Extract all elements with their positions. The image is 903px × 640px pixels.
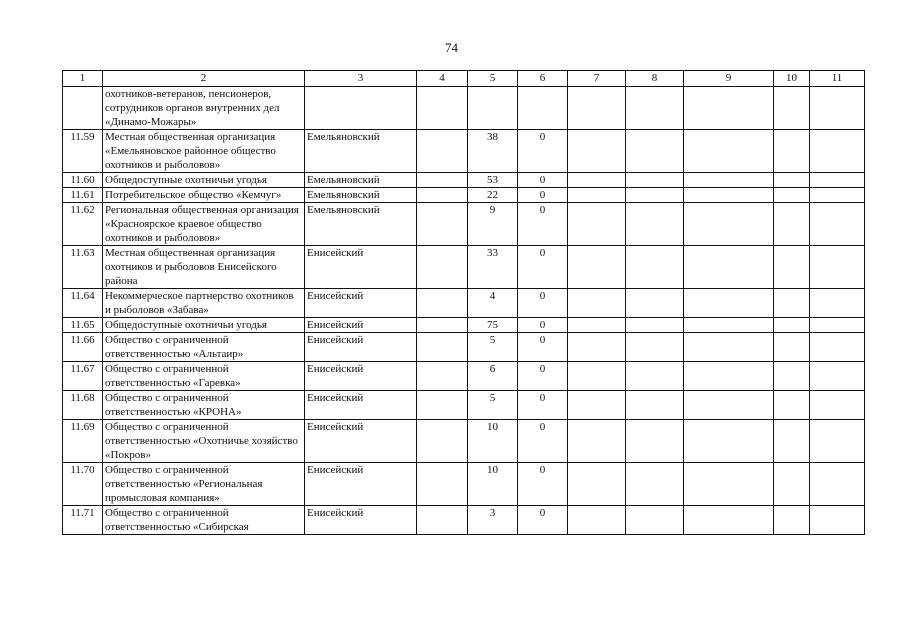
district-cell bbox=[305, 87, 417, 130]
col7-cell bbox=[568, 463, 626, 506]
col7-cell bbox=[568, 362, 626, 391]
col9-cell bbox=[684, 246, 774, 289]
col11-cell bbox=[810, 318, 865, 333]
district-cell: Емельяновский bbox=[305, 130, 417, 173]
col8-cell bbox=[626, 130, 684, 173]
col4-cell bbox=[417, 333, 468, 362]
col11-cell bbox=[810, 203, 865, 246]
column-header: 2 bbox=[103, 71, 305, 87]
table-row bbox=[63, 463, 865, 506]
row-number-cell: 11.62 bbox=[63, 203, 103, 246]
col10-cell bbox=[774, 87, 810, 130]
col9-cell bbox=[684, 289, 774, 318]
col7-cell bbox=[568, 130, 626, 173]
col9-cell bbox=[684, 318, 774, 333]
district-cell: Емельяновский bbox=[305, 188, 417, 203]
table-row bbox=[63, 362, 865, 391]
col8-cell bbox=[626, 362, 684, 391]
col5-cell: 22 bbox=[468, 188, 518, 203]
col5-cell: 9 bbox=[468, 203, 518, 246]
col6-cell bbox=[518, 87, 568, 130]
col5-cell: 3 bbox=[468, 506, 518, 535]
col7-cell bbox=[568, 173, 626, 188]
col8-cell bbox=[626, 463, 684, 506]
col11-cell bbox=[810, 188, 865, 203]
row-number-cell: 11.67 bbox=[63, 362, 103, 391]
col10-cell bbox=[774, 391, 810, 420]
col11-cell bbox=[810, 506, 865, 535]
district-cell: Енисейский bbox=[305, 506, 417, 535]
col5-cell: 53 bbox=[468, 173, 518, 188]
col5-cell: 10 bbox=[468, 420, 518, 463]
col6-cell: 0 bbox=[518, 333, 568, 362]
col10-cell bbox=[774, 333, 810, 362]
col7-cell bbox=[568, 246, 626, 289]
col11-cell bbox=[810, 130, 865, 173]
col11-cell bbox=[810, 289, 865, 318]
organization-cell: Общедоступные охотничьи угодья bbox=[103, 318, 305, 333]
row-number-cell: 11.68 bbox=[63, 391, 103, 420]
col9-cell bbox=[684, 333, 774, 362]
table-row bbox=[63, 420, 865, 463]
column-header: 3 bbox=[305, 71, 417, 87]
col9-cell bbox=[684, 463, 774, 506]
col9-cell bbox=[684, 362, 774, 391]
col6-cell: 0 bbox=[518, 318, 568, 333]
row-number-cell: 11.59 bbox=[63, 130, 103, 173]
organization-cell: Потребительское общество «Кемчуг» bbox=[103, 188, 305, 203]
organization-cell: Местная общественная организация охотников и рыболовов Енисейского района bbox=[103, 246, 305, 289]
col10-cell bbox=[774, 318, 810, 333]
col4-cell bbox=[417, 130, 468, 173]
col4-cell bbox=[417, 420, 468, 463]
table-row bbox=[63, 188, 865, 203]
column-header: 1 bbox=[63, 71, 103, 87]
row-number-cell: 11.61 bbox=[63, 188, 103, 203]
column-header: 6 bbox=[518, 71, 568, 87]
col11-cell bbox=[810, 463, 865, 506]
col11-cell bbox=[810, 246, 865, 289]
column-header: 7 bbox=[568, 71, 626, 87]
table-row bbox=[63, 289, 865, 318]
col8-cell bbox=[626, 87, 684, 130]
col10-cell bbox=[774, 463, 810, 506]
table-body bbox=[63, 87, 865, 535]
col5-cell bbox=[468, 87, 518, 130]
col10-cell bbox=[774, 173, 810, 188]
col7-cell bbox=[568, 391, 626, 420]
column-header: 10 bbox=[774, 71, 810, 87]
organization-cell: Общество с ограниченной ответственностью «Охотничье хозяйство «Покров» bbox=[103, 420, 305, 463]
organization-cell: Общество с ограниченной ответственностью «Гаревка» bbox=[103, 362, 305, 391]
table-row bbox=[63, 246, 865, 289]
col9-cell bbox=[684, 87, 774, 130]
col8-cell bbox=[626, 318, 684, 333]
organization-cell: Некоммерческое партнерство охотников и рыболовов «Забава» bbox=[103, 289, 305, 318]
col6-cell: 0 bbox=[518, 246, 568, 289]
col7-cell bbox=[568, 506, 626, 535]
row-number-cell: 11.65 bbox=[63, 318, 103, 333]
row-number-cell bbox=[63, 87, 103, 130]
col4-cell bbox=[417, 362, 468, 391]
organization-cell: Общество с ограниченной ответственностью «Региональная промысловая компания» bbox=[103, 463, 305, 506]
col9-cell bbox=[684, 420, 774, 463]
col6-cell: 0 bbox=[518, 362, 568, 391]
page-number: 74 bbox=[445, 40, 458, 55]
column-header: 5 bbox=[468, 71, 518, 87]
col10-cell bbox=[774, 506, 810, 535]
col7-cell bbox=[568, 289, 626, 318]
col6-cell: 0 bbox=[518, 289, 568, 318]
row-number-cell: 11.64 bbox=[63, 289, 103, 318]
row-number-cell: 11.70 bbox=[63, 463, 103, 506]
col9-cell bbox=[684, 203, 774, 246]
col10-cell bbox=[774, 130, 810, 173]
col6-cell: 0 bbox=[518, 203, 568, 246]
col4-cell bbox=[417, 506, 468, 535]
organization-cell: Общество с ограниченной ответственностью «Альтаир» bbox=[103, 333, 305, 362]
col11-cell bbox=[810, 391, 865, 420]
col10-cell bbox=[774, 246, 810, 289]
col4-cell bbox=[417, 188, 468, 203]
district-cell: Енисейский bbox=[305, 318, 417, 333]
col4-cell bbox=[417, 318, 468, 333]
col7-cell bbox=[568, 420, 626, 463]
district-cell: Енисейский bbox=[305, 463, 417, 506]
col11-cell bbox=[810, 173, 865, 188]
row-number-cell: 11.69 bbox=[63, 420, 103, 463]
col5-cell: 75 bbox=[468, 318, 518, 333]
col4-cell bbox=[417, 246, 468, 289]
table-row bbox=[63, 87, 865, 130]
col7-cell bbox=[568, 188, 626, 203]
col7-cell bbox=[568, 318, 626, 333]
col7-cell bbox=[568, 87, 626, 130]
col4-cell bbox=[417, 87, 468, 130]
col6-cell: 0 bbox=[518, 506, 568, 535]
col4-cell bbox=[417, 203, 468, 246]
col9-cell bbox=[684, 391, 774, 420]
column-header: 9 bbox=[684, 71, 774, 87]
col8-cell bbox=[626, 246, 684, 289]
col9-cell bbox=[684, 173, 774, 188]
col5-cell: 33 bbox=[468, 246, 518, 289]
col4-cell bbox=[417, 173, 468, 188]
col9-cell bbox=[684, 130, 774, 173]
district-cell: Енисейский bbox=[305, 289, 417, 318]
col8-cell bbox=[626, 333, 684, 362]
column-header: 8 bbox=[626, 71, 684, 87]
column-header: 4 bbox=[417, 71, 468, 87]
col4-cell bbox=[417, 391, 468, 420]
organization-cell: Региональная общественная организация «Красноярское краевое общество охотников и рыболовов» bbox=[103, 203, 305, 246]
col8-cell bbox=[626, 420, 684, 463]
col10-cell bbox=[774, 362, 810, 391]
col6-cell: 0 bbox=[518, 463, 568, 506]
col5-cell: 5 bbox=[468, 333, 518, 362]
organization-cell: охотников-ветеранов, пенсионеров, сотрудников органов внутренних дел «Динамо-Можары» bbox=[103, 87, 305, 130]
col5-cell: 5 bbox=[468, 391, 518, 420]
col4-cell bbox=[417, 463, 468, 506]
district-cell: Енисейский bbox=[305, 391, 417, 420]
col6-cell: 0 bbox=[518, 420, 568, 463]
col5-cell: 4 bbox=[468, 289, 518, 318]
table-row bbox=[63, 318, 865, 333]
district-cell: Енисейский bbox=[305, 420, 417, 463]
col11-cell bbox=[810, 333, 865, 362]
table-row bbox=[63, 391, 865, 420]
organization-cell: Общество с ограниченной ответственностью «КРОНА» bbox=[103, 391, 305, 420]
col4-cell bbox=[417, 289, 468, 318]
col5-cell: 38 bbox=[468, 130, 518, 173]
table-row bbox=[63, 173, 865, 188]
district-cell: Емельяновский bbox=[305, 173, 417, 188]
col9-cell bbox=[684, 506, 774, 535]
col7-cell bbox=[568, 203, 626, 246]
col11-cell bbox=[810, 362, 865, 391]
col9-cell bbox=[684, 188, 774, 203]
col10-cell bbox=[774, 420, 810, 463]
col8-cell bbox=[626, 173, 684, 188]
col11-cell bbox=[810, 87, 865, 130]
col11-cell bbox=[810, 420, 865, 463]
organization-cell: Местная общественная организация «Емельяновское районное общество охотников и рыболовов» bbox=[103, 130, 305, 173]
col5-cell: 10 bbox=[468, 463, 518, 506]
table-row bbox=[63, 130, 865, 173]
table-row bbox=[63, 333, 865, 362]
table-row bbox=[63, 506, 865, 535]
col10-cell bbox=[774, 188, 810, 203]
col8-cell bbox=[626, 506, 684, 535]
district-cell: Емельяновский bbox=[305, 203, 417, 246]
column-header: 11 bbox=[810, 71, 865, 87]
col6-cell: 0 bbox=[518, 188, 568, 203]
col7-cell bbox=[568, 333, 626, 362]
table-row bbox=[63, 203, 865, 246]
district-cell: Енисейский bbox=[305, 333, 417, 362]
hunting-grounds-table bbox=[62, 70, 865, 535]
row-number-cell: 11.66 bbox=[63, 333, 103, 362]
row-number-cell: 11.63 bbox=[63, 246, 103, 289]
col6-cell: 0 bbox=[518, 391, 568, 420]
col10-cell bbox=[774, 289, 810, 318]
col8-cell bbox=[626, 289, 684, 318]
row-number-cell: 11.60 bbox=[63, 173, 103, 188]
header-row bbox=[63, 71, 865, 87]
organization-cell: Общество с ограниченной ответственностью «Сибирская bbox=[103, 506, 305, 535]
col6-cell: 0 bbox=[518, 130, 568, 173]
row-number-cell: 11.71 bbox=[63, 506, 103, 535]
col8-cell bbox=[626, 188, 684, 203]
col8-cell bbox=[626, 391, 684, 420]
col5-cell: 6 bbox=[468, 362, 518, 391]
district-cell: Енисейский bbox=[305, 362, 417, 391]
district-cell: Енисейский bbox=[305, 246, 417, 289]
col8-cell bbox=[626, 203, 684, 246]
col10-cell bbox=[774, 203, 810, 246]
col6-cell: 0 bbox=[518, 173, 568, 188]
organization-cell: Общедоступные охотничьи угодья bbox=[103, 173, 305, 188]
